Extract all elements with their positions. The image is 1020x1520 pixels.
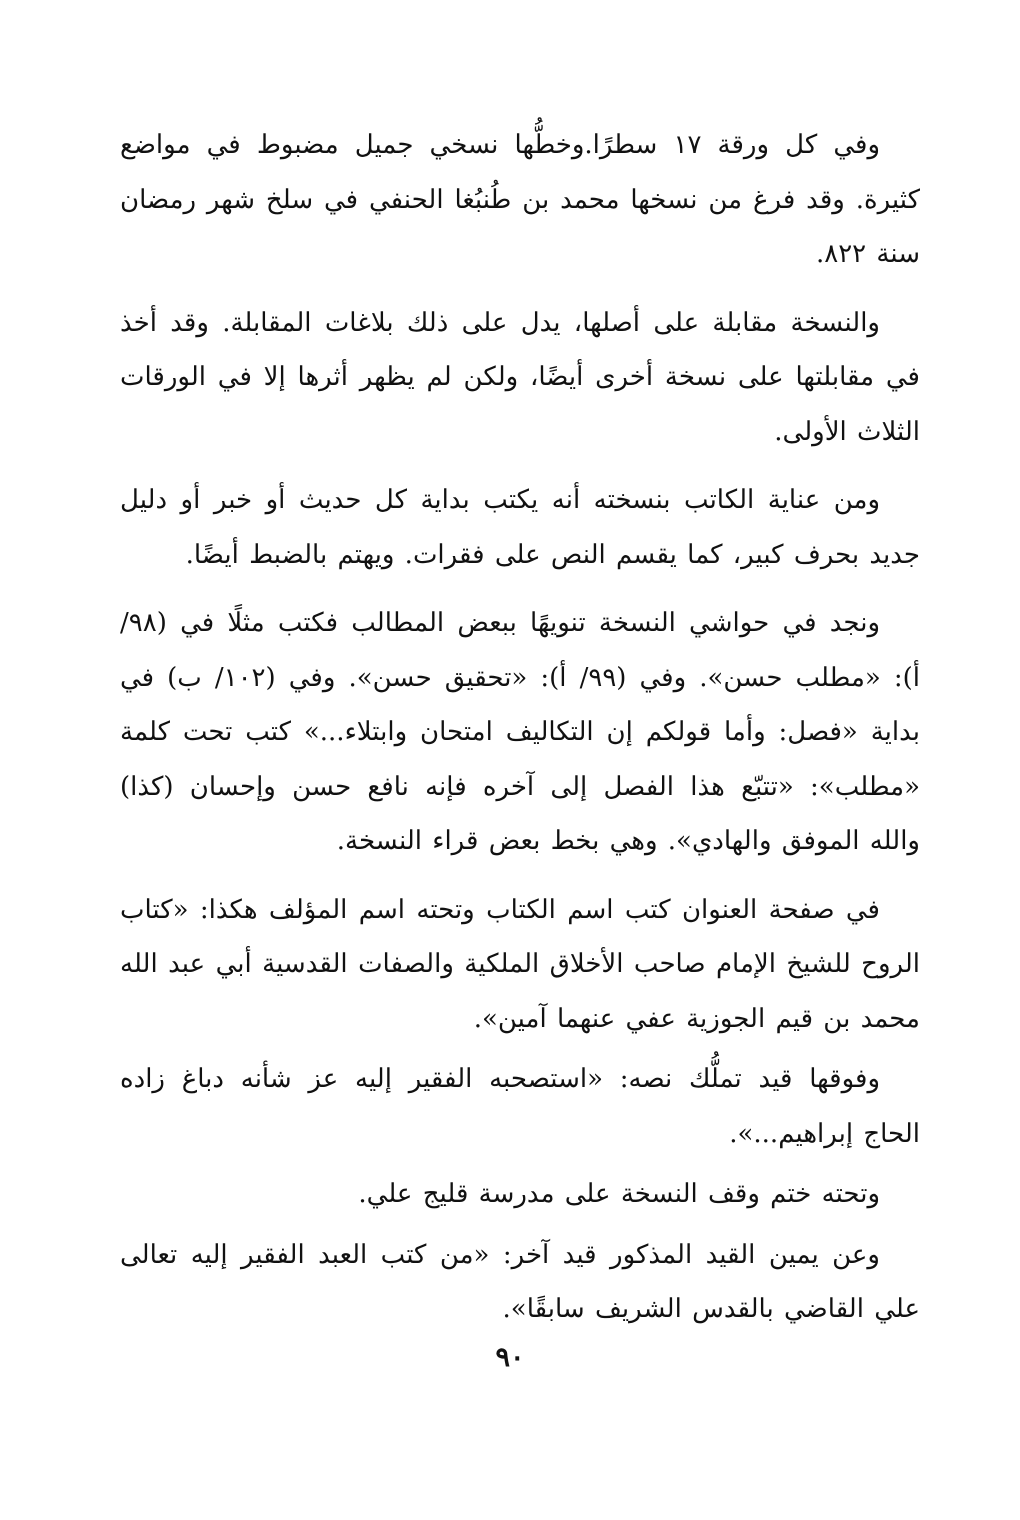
paragraph-2: والنسخة مقابلة على أصلها، يدل على ذلك بلاغات المقابلة. وقد أخذ في مقابلتها على نسخة أخرى أيضًا، ولكن لم يظهر أثرها إلا في الورقات الثلاث الأولى. xyxy=(120,307,920,447)
body-text xyxy=(120,118,920,1337)
page-number: ٩٠ xyxy=(495,1342,525,1373)
paragraph-3: ومن عناية الكاتب بنسخته أنه يكتب بداية كل حديث أو خبر أو دليل جديد بحرف كبير، كما يقسم النص على فقرات. ويهتم بالضبط أيضًا. xyxy=(120,485,920,570)
paragraph-4: ونجد في حواشي النسخة تنويهًا ببعض المطالب فكتب مثلًا في (٩٨/ أ): «مطلب حسن». وفي (٩٩/ أ): «تحقيق حسن». وفي (١٠٢/ ب) في بداية «فصل: وأما قولكم إن التكاليف امتحان وابتلاء...» كتب تحت كلمة «مطلب»: «تتبّع هذا الفصل إلى آخره فإنه نافع حسن وإحسان (كذا) والله الموفق والهادي». وهي بخط بعض قراء النسخة. xyxy=(120,608,920,856)
paragraph-6: وفوقها قيد تملُّك نصه: «استصحبه الفقير إليه عز شأنه دباغ زاده الحاج إبراهيم...». xyxy=(120,1064,920,1149)
paragraph-1: وفي كل ورقة ١٧ سطرًا.وخطُّها نسخي جميل مضبوط في مواضع كثيرة. وقد فرغ من نسخها محمد بن طُنبُغا الحنفي في سلخ شهر رمضان سنة ٨٢٢. xyxy=(120,130,920,269)
paragraph-5: في صفحة العنوان كتب اسم الكتاب وتحته اسم المؤلف هكذا: «كتاب الروح للشيخ الإمام صاحب الأخلاق الملكية والصفات القدسية أبي عبد الله محمد بن قيم الجوزية عفي عنهما آمين». xyxy=(120,894,920,1034)
paragraph-7: وتحته ختم وقف النسخة على مدرسة قليج علي. xyxy=(358,1179,880,1209)
paragraph-8: وعن يمين القيد المذكور قيد آخر: «من كتب العبد الفقير إليه تعالى علي القاضي بالقدس الشريف سابقًا». xyxy=(120,1239,920,1324)
